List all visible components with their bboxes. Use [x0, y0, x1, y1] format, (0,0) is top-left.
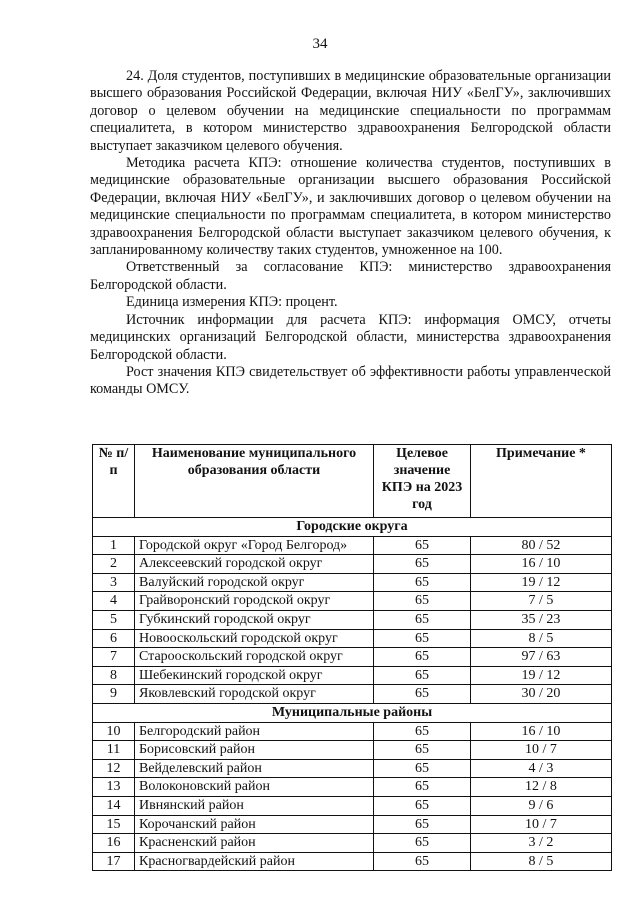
row-number: 15: [93, 815, 135, 834]
municipality-name: Белгородский район: [135, 722, 374, 741]
note-value: 8 / 5: [471, 629, 612, 648]
note-value: 16 / 10: [471, 555, 612, 574]
paragraph-methodology: Методика расчета КПЭ: отношение количества студентов, поступивших в медицинские образовательные организации высшего образования Российской Федерации, включая НИУ «БелГУ», и заключивших договор о целевом обучении на медицинские специальности по программам специалитета, в котором министерство здравоохранения Белгородской области выступает заказчиком целевого обучения, к запланированному количеству таких студентов, умноженное на 100.: [90, 155, 611, 259]
note-value: 30 / 20: [471, 685, 612, 704]
note-value: 19 / 12: [471, 666, 612, 685]
note-value: 97 / 63: [471, 648, 612, 667]
municipality-name: Новооскольский городской округ: [135, 629, 374, 648]
row-number: 6: [93, 629, 135, 648]
table-row: [93, 834, 612, 853]
paragraph-responsible: Ответственный за согласование КПЭ: министерство здравоохранения Белгородской области.: [90, 259, 611, 293]
row-number: 8: [93, 666, 135, 685]
group-label-urban: Городские округа: [93, 518, 612, 537]
municipality-name: Губкинский городской округ: [135, 610, 374, 629]
paragraph-unit: Единица измерения КПЭ: процент.: [126, 294, 338, 311]
row-number: 1: [93, 536, 135, 555]
row-number: 14: [93, 796, 135, 815]
target-value: 65: [374, 573, 471, 592]
table-header-row: [93, 445, 612, 518]
target-value: 65: [374, 778, 471, 797]
row-number: 11: [93, 741, 135, 760]
target-value: 65: [374, 759, 471, 778]
note-value: 10 / 7: [471, 741, 612, 760]
note-value: 8 / 5: [471, 852, 612, 871]
row-number: 7: [93, 648, 135, 667]
municipality-name: Алексеевский городской округ: [135, 555, 374, 574]
municipality-name: Вейделевский район: [135, 759, 374, 778]
row-number: 3: [93, 573, 135, 592]
municipality-name: Корочанский район: [135, 815, 374, 834]
target-value: 65: [374, 629, 471, 648]
paragraph-growth: Рост значения КПЭ свидетельствует об эффективности работы управленческой команды ОМСУ.: [90, 363, 611, 398]
row-number: 9: [93, 685, 135, 704]
municipality-name: Городской округ «Город Белгород»: [135, 536, 374, 555]
municipality-name: Яковлевский городской округ: [135, 685, 374, 704]
header-num: № п/п: [93, 445, 135, 518]
municipality-name: Старооскольский городской округ: [135, 648, 374, 667]
target-value: 65: [374, 796, 471, 815]
note-value: 9 / 6: [471, 796, 612, 815]
municipality-name: Красногвардейский район: [135, 852, 374, 871]
table-row: [93, 796, 612, 815]
target-value: 65: [374, 536, 471, 555]
note-value: 80 / 52: [471, 536, 612, 555]
paragraph-indicator-title: 24. Доля студентов, поступивших в медицинские образовательные организации высшего образования Российской Федерации, включая НИУ «БелГУ», заключивших договор о целевом обучении на медицинские специальности по программам специалитета, в котором министерство здравоохранения Белгородской области выступает заказчиком целевого обучения.: [90, 68, 611, 154]
table-row: [93, 629, 612, 648]
target-value: 65: [374, 555, 471, 574]
header-name: Наименование муниципального образования области: [135, 445, 374, 518]
note-value: 19 / 12: [471, 573, 612, 592]
table-row: [93, 815, 612, 834]
municipality-name: Борисовский район: [135, 741, 374, 760]
municipality-name: Красненский район: [135, 834, 374, 853]
row-number: 4: [93, 592, 135, 611]
row-number: 2: [93, 555, 135, 574]
group-row-urban: [93, 518, 612, 537]
municipality-name: Грайворонский городской округ: [135, 592, 374, 611]
row-number: 10: [93, 722, 135, 741]
municipality-name: Ивнянский район: [135, 796, 374, 815]
table-row: [93, 722, 612, 741]
target-value: 65: [374, 648, 471, 667]
table-row: [93, 685, 612, 704]
table-row: [93, 610, 612, 629]
row-number: 16: [93, 834, 135, 853]
table-row: [93, 536, 612, 555]
row-number: 5: [93, 610, 135, 629]
page-number: 34: [312, 36, 328, 52]
table-row: [93, 741, 612, 760]
table-row: [93, 592, 612, 611]
note-value: 35 / 23: [471, 610, 612, 629]
table-row: [93, 648, 612, 667]
target-value: 65: [374, 592, 471, 611]
table-row: [93, 666, 612, 685]
group-row-districts: [93, 703, 612, 722]
table-row: [93, 759, 612, 778]
header-note: Примечание *: [471, 445, 612, 518]
table-row: [93, 555, 612, 574]
target-value: 65: [374, 834, 471, 853]
municipality-name: Волоконовский район: [135, 778, 374, 797]
target-value: 65: [374, 685, 471, 704]
document-body: [90, 68, 611, 399]
table-row: [93, 778, 612, 797]
target-value: 65: [374, 666, 471, 685]
municipality-name: Валуйский городской округ: [135, 573, 374, 592]
target-value: 65: [374, 741, 471, 760]
row-number: 12: [93, 759, 135, 778]
note-value: 10 / 7: [471, 815, 612, 834]
table-row: [93, 852, 612, 871]
row-number: 13: [93, 778, 135, 797]
target-value: 65: [374, 815, 471, 834]
target-value: 65: [374, 852, 471, 871]
note-value: 3 / 2: [471, 834, 612, 853]
paragraph-source: Источник информации для расчета КПЭ: информация ОМСУ, отчеты медицинских организаций Белгородской области, министерства здравоохранения Белгородской области.: [90, 311, 611, 363]
note-value: 4 / 3: [471, 759, 612, 778]
target-value: 65: [374, 610, 471, 629]
note-value: 16 / 10: [471, 722, 612, 741]
municipality-name: Шебекинский городской округ: [135, 666, 374, 685]
note-value: 7 / 5: [471, 592, 612, 611]
row-number: 17: [93, 852, 135, 871]
table-row: [93, 573, 612, 592]
group-label-districts: Муниципальные районы: [93, 703, 612, 722]
header-target: Целевое значение КПЭ на 2023 год: [374, 445, 471, 518]
note-value: 12 / 8: [471, 778, 612, 797]
kpe-table: [92, 444, 612, 871]
target-value: 65: [374, 722, 471, 741]
